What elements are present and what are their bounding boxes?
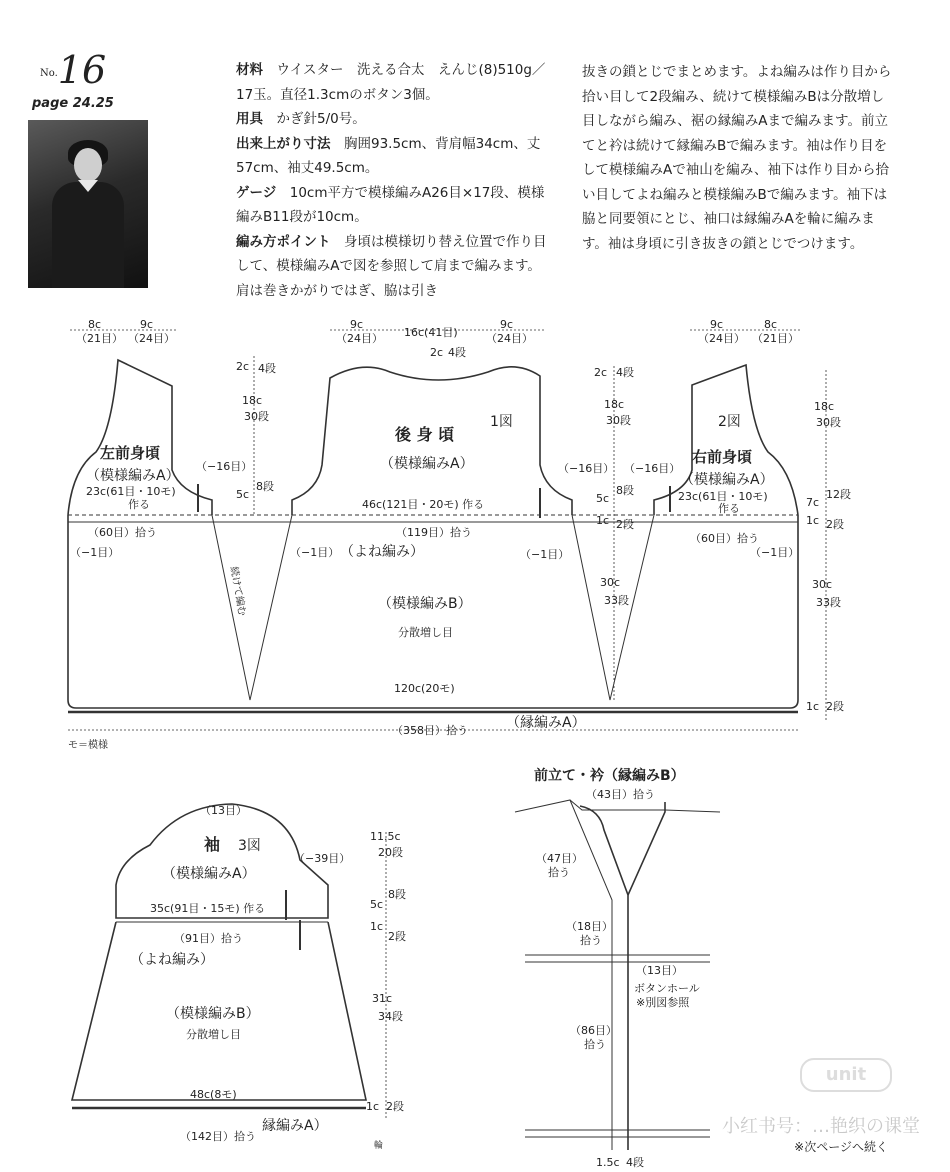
- continue-knit-label: 続けて編む: [227, 565, 248, 617]
- svg-text:拾う: 拾う: [584, 1038, 606, 1051]
- svg-text:（−16目）: （−16目）: [624, 462, 681, 475]
- border-a-label: （縁編みA）: [506, 715, 586, 731]
- svg-text:31c: 31c: [372, 992, 393, 1005]
- svg-text:120c(20モ): 120c(20モ): [394, 682, 455, 695]
- svg-text:2段: 2段: [386, 1100, 404, 1113]
- svg-text:20段: 20段: [378, 846, 403, 859]
- svg-text:9c: 9c: [710, 318, 724, 331]
- svg-text:34段: 34段: [378, 1010, 403, 1023]
- svg-text:4段: 4段: [626, 1156, 644, 1169]
- svg-text:（よね編み）: （よね編み）: [130, 952, 214, 968]
- svg-text:18c: 18c: [242, 394, 263, 407]
- svg-text:9c: 9c: [350, 318, 364, 331]
- svg-text:2c: 2c: [594, 366, 608, 379]
- back-sub: （模様編みA）: [380, 456, 474, 472]
- svg-text:2段: 2段: [826, 700, 844, 713]
- svg-text:30段: 30段: [244, 410, 269, 423]
- svg-text:5c: 5c: [236, 488, 250, 501]
- svg-text:（86目）: （86目）: [570, 1024, 617, 1037]
- sleeve-title: 袖: [204, 835, 221, 854]
- fig2-label: 2図: [718, 414, 741, 430]
- svg-text:4段: 4段: [448, 346, 466, 359]
- instructions-column-1: 材料 ウイスター 洗える合太 えんじ(8)510g／17玉。直径1.3cmのボタン3個。 用具 かぎ針5/0号。 出来上がり寸法 胸囲93.5cm、背肩幅34cm、丈57cm、袖丈49.5cm。 ゲージ 10cm平方で模様編みA26目×17段、模様編みB11段が10cm。 編み方ポイント 身頃は模様切り替え位置で作り目して、模様編みAで図を参照して肩まで編みます。肩は巻きかがりではぎ、脇は引き: [236, 62, 547, 299]
- svg-text:（358目）拾う: （358目）拾う: [392, 724, 468, 737]
- svg-text:輪: 輪: [374, 1141, 384, 1151]
- svg-text:4段: 4段: [616, 366, 634, 379]
- svg-text:1c: 1c: [806, 700, 820, 713]
- svg-text:18c: 18c: [814, 400, 835, 413]
- svg-text:（−16目）: （−16目）: [196, 460, 253, 473]
- svg-text:（119目）拾う: （119目）拾う: [396, 526, 472, 539]
- svg-text:8段: 8段: [256, 480, 274, 493]
- svg-text:12段: 12段: [826, 488, 851, 501]
- svg-text:35c(91目・15モ) 作る: 35c(91目・15モ) 作る: [150, 902, 266, 915]
- svg-text:（43目）拾う: （43目）拾う: [586, 788, 655, 801]
- svg-text:5c: 5c: [370, 898, 384, 911]
- svg-text:2c: 2c: [430, 346, 444, 359]
- svg-text:30段: 30段: [606, 414, 631, 427]
- svg-text:（13目）: （13目）: [636, 964, 683, 977]
- svg-text:（−1目）: （−1目）: [750, 546, 800, 559]
- svg-text:33段: 33段: [816, 596, 841, 609]
- watermark-text: 小红书号：…艳织の课堂: [722, 1116, 920, 1137]
- svg-text:8c: 8c: [764, 318, 778, 331]
- yone-label: （よね編み）: [340, 544, 424, 560]
- svg-text:拾う: 拾う: [548, 866, 570, 879]
- page-reference: page 24.25: [32, 96, 114, 111]
- svg-text:1c: 1c: [370, 920, 384, 933]
- svg-text:1c: 1c: [366, 1100, 380, 1113]
- right-front-title: 右前身頃: [692, 448, 753, 466]
- svg-text:（24目）: （24目）: [128, 332, 175, 345]
- svg-text:（−1目）: （−1目）: [520, 548, 570, 561]
- svg-text:（21目）: （21目）: [752, 332, 799, 345]
- svg-text:（18目）: （18目）: [566, 920, 613, 933]
- back-title: 後 身 頃: [395, 425, 455, 444]
- svg-text:2c: 2c: [236, 360, 250, 373]
- fig3-label: 3図: [238, 838, 261, 854]
- fig1-label: 1図: [490, 414, 513, 430]
- left-front-title: 左前身頃: [100, 444, 161, 462]
- svg-text:（模様編みB）: （模様編みB）: [166, 1006, 260, 1022]
- svg-text:8c: 8c: [88, 318, 102, 331]
- svg-text:拾う: 拾う: [580, 934, 602, 947]
- svg-text:ボタンホール: ボタンホール: [634, 982, 700, 995]
- continued-note: ※次ページへ続く: [794, 1140, 888, 1154]
- right-front-sub: （模様編みA）: [680, 472, 774, 488]
- left-front-sub: （模様編みA）: [86, 468, 180, 484]
- svg-text:（60目）拾う: （60目）拾う: [690, 532, 759, 545]
- svg-text:18c: 18c: [604, 398, 625, 411]
- svg-text:23c(61目・10モ): 23c(61目・10モ): [86, 485, 176, 498]
- svg-text:1c: 1c: [596, 514, 610, 527]
- svg-text:（−1目）: （−1目）: [70, 546, 120, 559]
- svg-text:作る: 作る: [718, 502, 740, 515]
- svg-text:1c: 1c: [806, 514, 820, 527]
- svg-text:（−1目）: （−1目）: [290, 546, 340, 559]
- svg-text:（21目）: （21目）: [76, 332, 123, 345]
- svg-text:モ＝模様: モ＝模様: [68, 740, 108, 751]
- svg-text:縁編みA）: 縁編みA）: [262, 1118, 328, 1134]
- svg-text:9c: 9c: [500, 318, 514, 331]
- svg-text:（142目）拾う: （142目）拾う: [180, 1130, 256, 1143]
- pattern-b-label: （模様編みB）: [378, 596, 472, 612]
- svg-text:4段: 4段: [258, 362, 276, 375]
- instructions-column-2: 抜きの鎖とじでまとめます。よね編みは作り目から拾い目して2段編み、続けて模様編みBは分散増し目しながら編み、裾の縁編みAまで編みます。前立てと衿は続けて縁編みBで編みます。袖は作り目をして模様編みAで袖山を編み、袖下は作り目から拾い目してよね編みと模様編みBで編みます。袖下は脇と同要領にとじ、袖口は縁編みAを輪に編みます。袖は身頃に引き抜きの鎖とじでつけます。: [582, 64, 892, 252]
- svg-text:1.5c: 1.5c: [596, 1156, 620, 1169]
- svg-text:2段: 2段: [616, 518, 634, 531]
- svg-text:8段: 8段: [616, 484, 634, 497]
- svg-text:（−16目）: （−16目）: [558, 462, 615, 475]
- svg-text:30段: 30段: [816, 416, 841, 429]
- svg-text:9c: 9c: [140, 318, 154, 331]
- svg-text:8段: 8段: [388, 888, 406, 901]
- svg-text:33段: 33段: [604, 594, 629, 607]
- svg-text:（24目）: （24目）: [336, 332, 383, 345]
- svg-text:（47目）: （47目）: [536, 852, 583, 865]
- svg-text:（−39目）: （−39目）: [294, 852, 351, 865]
- collar-title: 前立て・衿（縁編みB）: [534, 768, 685, 784]
- svg-text:分散増し目: 分散増し目: [186, 1028, 241, 1041]
- svg-text:11.5c: 11.5c: [370, 830, 401, 843]
- svg-text:5c: 5c: [596, 492, 610, 505]
- svg-text:16c(41目): 16c(41目): [404, 326, 458, 339]
- sleeve-sub: （模様編みA）: [162, 866, 256, 882]
- pattern-number: No.16: [40, 48, 107, 92]
- svg-text:※別図参照: ※別図参照: [636, 996, 690, 1009]
- svg-text:（13目）: （13目）: [200, 804, 247, 817]
- svg-text:30c: 30c: [600, 576, 621, 589]
- svg-text:7c: 7c: [806, 496, 820, 509]
- svg-text:2段: 2段: [388, 930, 406, 943]
- pattern-b-note: 分散増し目: [398, 626, 453, 639]
- stamp-watermark: unit: [800, 1058, 892, 1092]
- svg-text:46c(121目・20モ) 作る: 46c(121目・20モ) 作る: [362, 498, 485, 511]
- svg-text:（24目）: （24目）: [486, 332, 533, 345]
- svg-text:（24目）: （24目）: [698, 332, 745, 345]
- svg-text:（60目）拾う: （60目）拾う: [88, 526, 157, 539]
- svg-text:（91目）拾う: （91目）拾う: [174, 932, 243, 945]
- svg-text:23c(61目・10モ): 23c(61目・10モ): [678, 490, 768, 503]
- svg-text:2段: 2段: [826, 518, 844, 531]
- svg-text:48c(8モ): 48c(8モ): [190, 1088, 237, 1101]
- svg-text:作る: 作る: [128, 498, 150, 511]
- svg-text:30c: 30c: [812, 578, 833, 591]
